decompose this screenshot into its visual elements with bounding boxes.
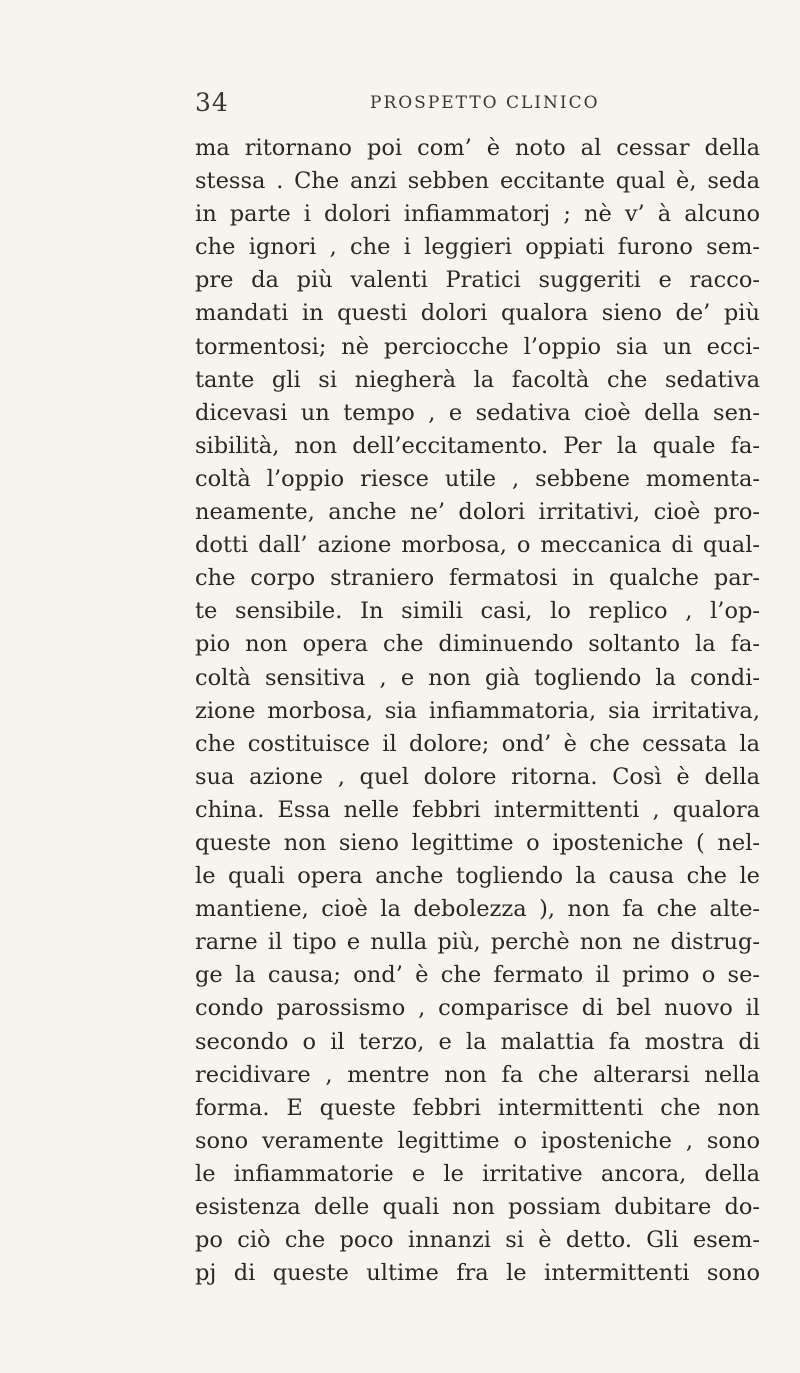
page-header [195,88,755,122]
text-line: sibilità, non dell’eccitamento. Per la quale fa- [195,432,760,459]
text-line: le infiammatorie e le irritative ancora, della [195,1160,760,1187]
text-line: le quali opera anche togliendo la causa che le [195,863,760,890]
text-line: che costituisce il dolore; ond’ è che cessata la [195,730,760,757]
text-line: che corpo straniero fermatosi in qualche par- [195,565,760,592]
text-line: dicevasi un tempo , e sedativa cioè della sen- [195,399,760,426]
text-line: tormentosi; nè perciocche l’oppio sia un ecci- [195,333,760,360]
text-line: ma ritornano poi com’ è noto al cessar della [195,135,760,161]
text-line: sono veramente legittime o iposteniche , sono [195,1127,760,1154]
body-text [195,132,760,1290]
text-line: po ciò che poco innanzi si è detto. Gli esem- [195,1227,760,1254]
text-line: mantiene, cioè la debolezza ), non fa che alte- [195,896,760,923]
text-line: china. Essa nelle febbri intermittenti , qualora [195,796,760,823]
text-line: condo parossismo , comparisce di bel nuovo il [195,995,760,1022]
text-line: neamente, anche ne’ dolori irritativi, cioè pro- [195,499,760,526]
text-line: pre da più valenti Pratici suggeriti e racco- [195,267,760,294]
text-line: forma. E queste febbri intermittenti che non [195,1094,760,1121]
text-line: esistenza delle quali non possiam dubitare do- [195,1194,760,1220]
text-line: che ignori , che i leggieri oppiati furono sem- [195,234,760,261]
text-line: dotti dall’ azione morbosa, o meccanica di qual- [195,532,760,559]
text-line: zione morbosa, sia infiammatoria, sia irritativa, [195,697,760,724]
page-number: 34 [195,88,229,117]
text-line: secondo o il terzo, e la malattia fa mostra di [195,1028,760,1055]
text-line: te sensibile. In simili casi, lo replico , l’op- [195,598,760,625]
text-line: pj di queste ultime fra le intermittenti sono [195,1260,760,1287]
text-line: mandati in questi dolori qualora sieno de’ più [195,300,760,327]
text-line: stessa . Che anzi sebben eccitante qual è, seda [195,168,760,195]
text-line: tante gli si niegherà la facoltà che sedativa [195,366,760,393]
running-head: PROSPETTO CLINICO [370,93,600,113]
text-line: coltà l’oppio riesce utile , sebbene momenta- [195,465,760,492]
text-line: rarne il tipo e nulla più, perchè non ne distrug- [195,929,760,956]
text-line: sua azione , quel dolore ritorna. Così è della [195,763,760,790]
text-line: coltà sensitiva , e non già togliendo la condi- [195,664,760,691]
text-line: pio non opera che diminuendo soltanto la fa- [195,631,760,658]
text-line: queste non sieno legittime o iposteniche ( nel- [195,829,760,856]
text-line: recidivare , mentre non fa che alterarsi nella [195,1061,760,1088]
text-line: in parte i dolori infiammatorj ; nè v’ à alcuno [195,201,760,228]
text-line: ge la causa; ond’ è che fermato il primo o se- [195,962,760,989]
